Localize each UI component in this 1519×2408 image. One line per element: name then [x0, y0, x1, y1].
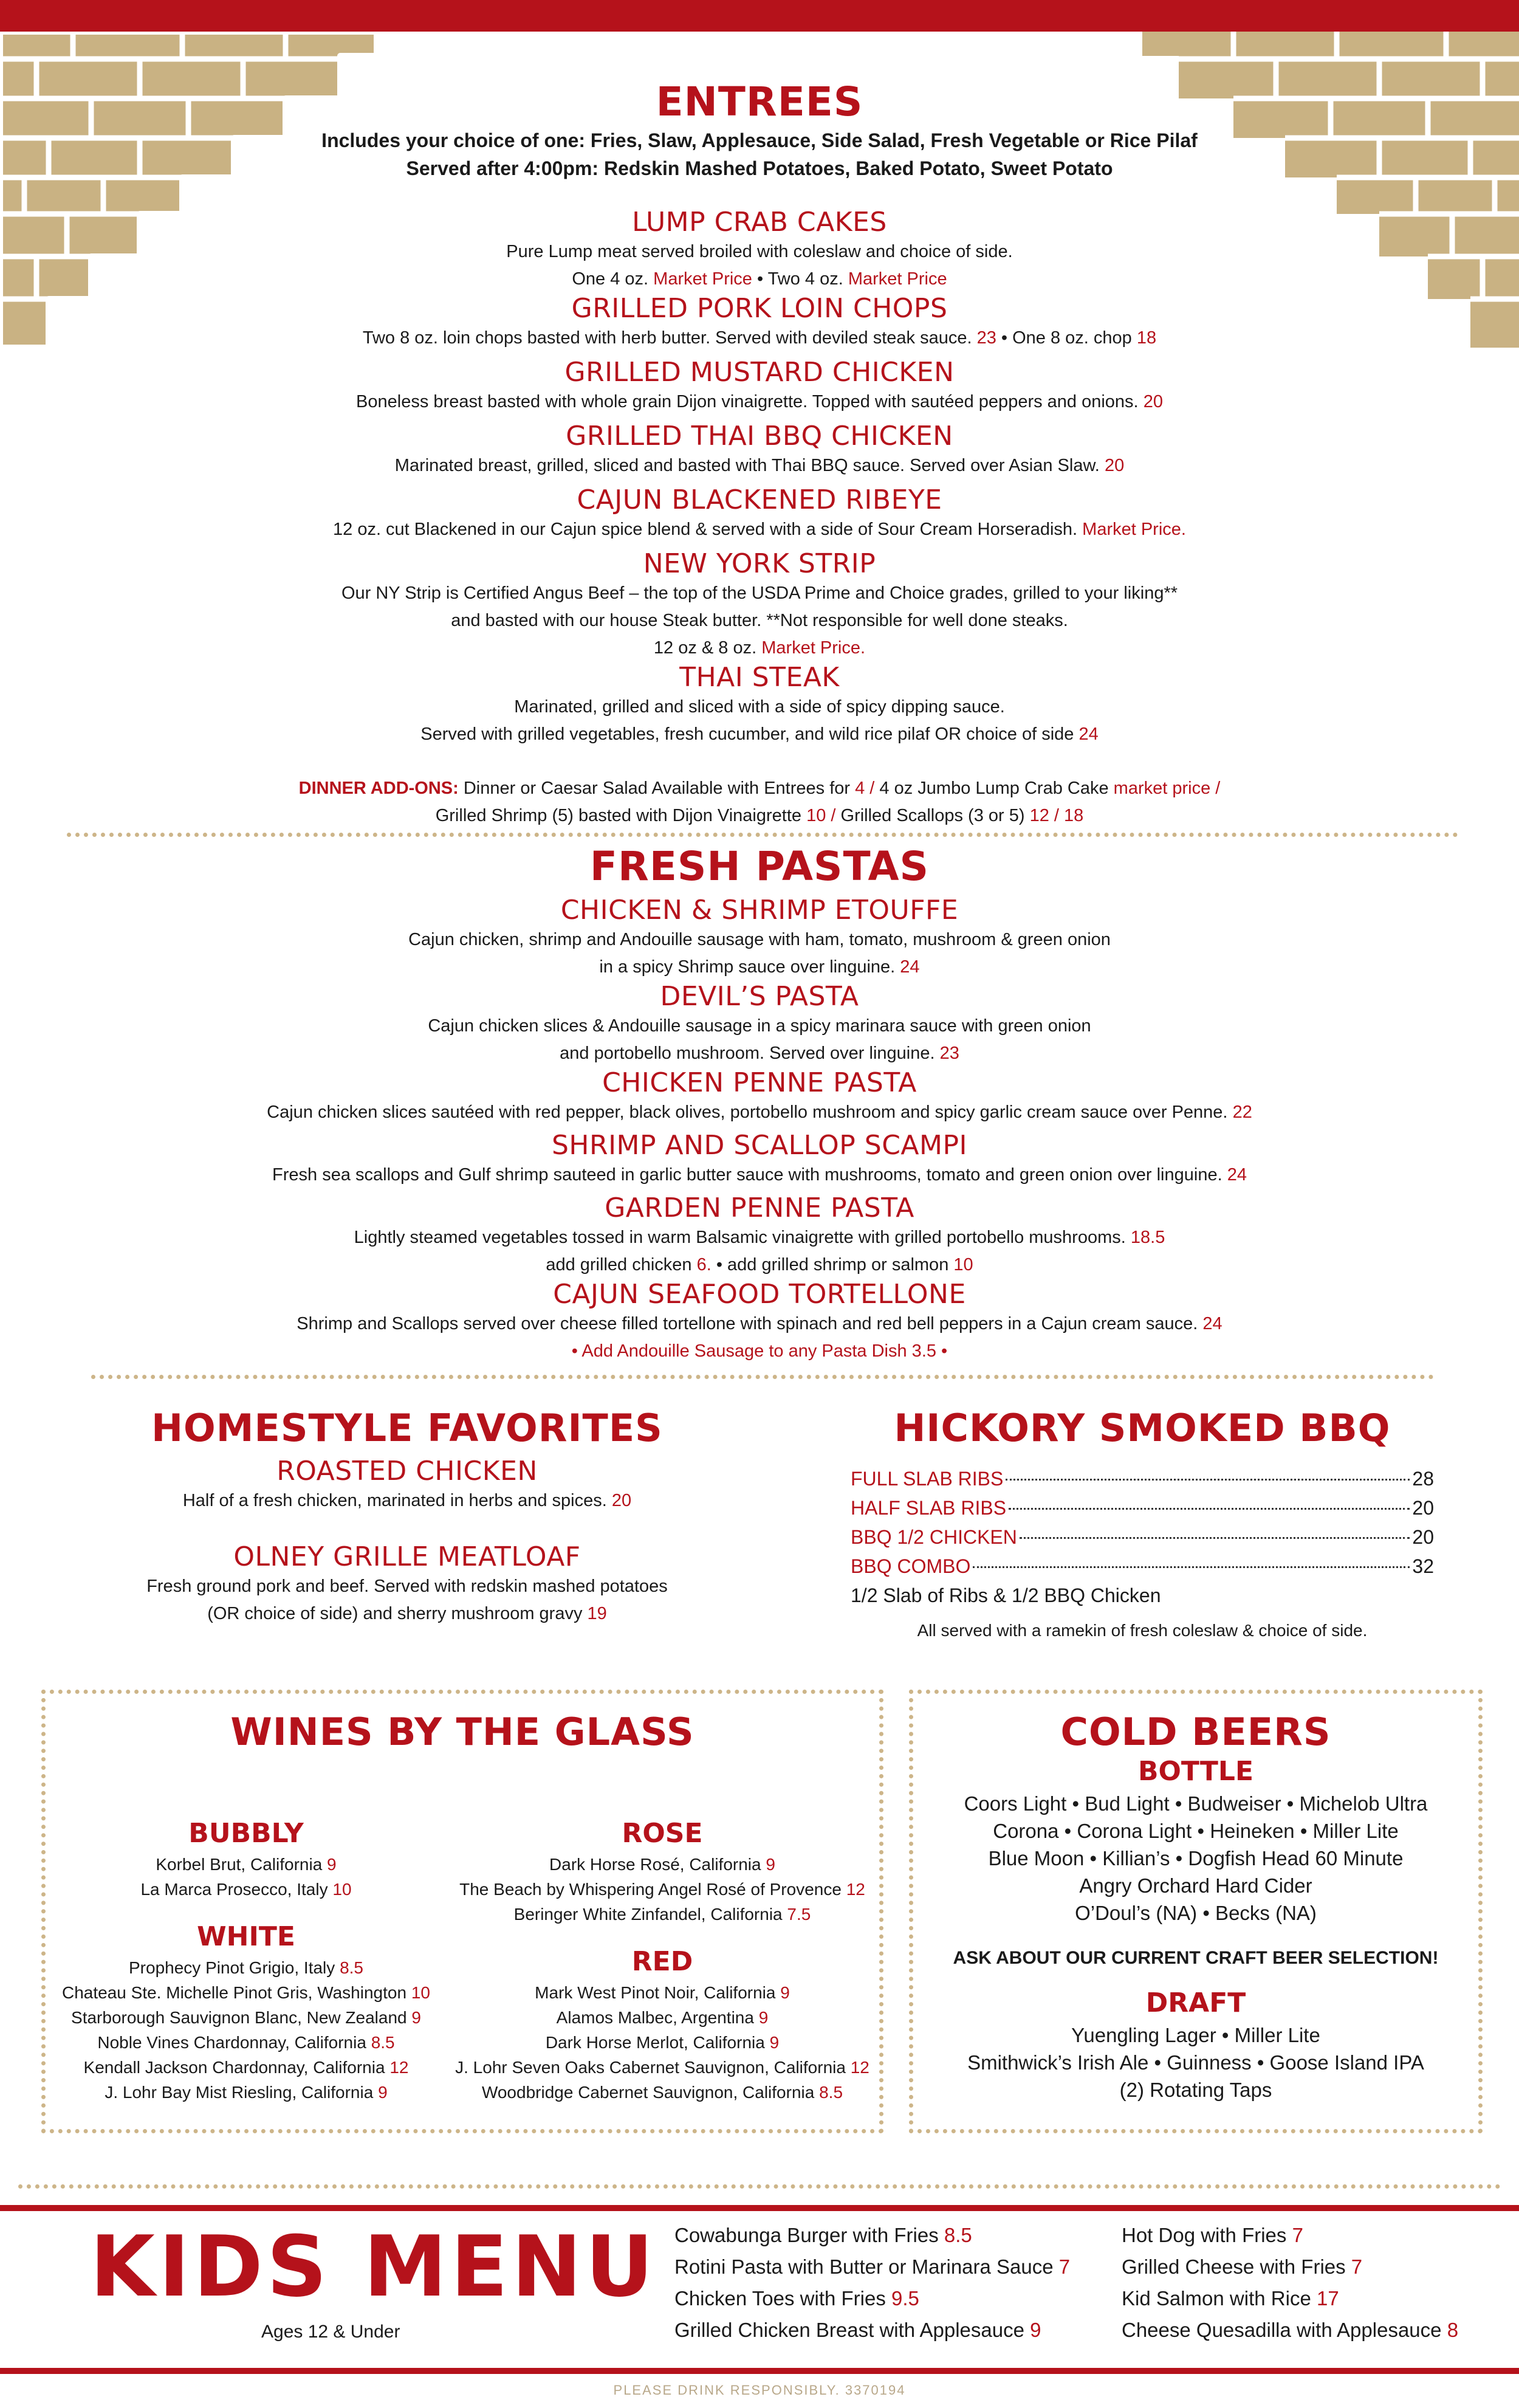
wine-item: J. Lohr Bay Mist Riesling, California 9: [105, 2083, 388, 2102]
beer-line: (2) Rotating Taps: [1119, 2079, 1272, 2101]
wine-item: Korbel Brut, California 9: [156, 1855, 337, 1874]
wine-item: Kendall Jackson Chardonnay, California 12: [83, 2058, 409, 2077]
top-red-bar: [0, 0, 1519, 32]
item-title: DEVIL’S PASTA: [660, 981, 859, 1012]
wine-item: Dark Horse Merlot, California 9: [545, 2033, 780, 2052]
divider: [91, 1375, 1434, 1379]
item-title: THAI STEAK: [679, 662, 840, 693]
kids-rule-bottom: [0, 2368, 1519, 2374]
wine-item: J. Lohr Seven Oaks Cabernet Sauvignon, California 12: [455, 2058, 869, 2077]
kids-age-note: Ages 12 & Under: [261, 2322, 400, 2342]
beer-line: Blue Moon • Killian’s • Dogfish Head 60 Minute: [988, 1847, 1404, 1870]
bbq-section: [851, 1401, 1434, 1644]
item-title: OLNEY GRILLE MEATLOAF: [233, 1541, 581, 1572]
item-desc: 12 oz. cut Blackened in our Cajun spice blend & served with a side of Sour Cream Horseradish. Market Price.: [333, 520, 1186, 539]
item-price-line: One 4 oz. Market Price • Two 4 oz. Market Price: [572, 269, 947, 289]
item-title: CHICKEN & SHRIMP ETOUFFE: [560, 895, 959, 926]
item-desc: Lightly steamed vegetables tossed in warm Balsamic vinaigrette with grilled portobello mushrooms. 18.5: [354, 1228, 1165, 1247]
kids-item: Kid Salmon with Rice 17: [1122, 2287, 1339, 2310]
kids-item: Cowabunga Burger with Fries 8.5: [674, 2224, 972, 2246]
kids-menu-title: KIDS MENU: [90, 2218, 657, 2316]
beer-line: O’Doul’s (NA) • Becks (NA): [1075, 1902, 1317, 1924]
bbq-item: FULL SLAB RIBS 28: [851, 1468, 1434, 1490]
item-desc: in a spicy Shrimp sauce over linguine. 24: [599, 957, 920, 977]
beer-line: Smithwick’s Irish Ale • Guinness • Goose Island IPA: [967, 2051, 1424, 2074]
item-title: NEW YORK STRIP: [643, 548, 876, 579]
craft-beer-note: ASK ABOUT OUR CURRENT CRAFT BEER SELECTION!: [953, 1948, 1439, 1968]
wines-box: [41, 1690, 883, 2133]
kids-item: Grilled Chicken Breast with Applesauce 9: [674, 2319, 1041, 2341]
item-title: CHICKEN PENNE PASTA: [602, 1067, 917, 1098]
kids-rule-top: [0, 2205, 1519, 2211]
kids-column-2: [1122, 2220, 1458, 2346]
beer-line: Corona • Corona Light • Heineken • Miller Lite: [993, 1820, 1399, 1842]
kids-item: Rotini Pasta with Butter or Marinara Sauce 7: [674, 2255, 1071, 2278]
bbq-title: HICKORY SMOKED BBQ: [894, 1406, 1391, 1450]
item-desc: and portobello mushroom. Served over linguine. 23: [560, 1044, 959, 1063]
beers-box: [909, 1690, 1483, 2133]
item-desc: Marinated breast, grilled, sliced and basted with Thai BBQ sauce. Served over Asian Slaw. 20: [394, 456, 1125, 475]
item-desc: Fresh ground pork and beef. Served with redskin mashed potatoes: [146, 1577, 668, 1596]
entrees-sides-note: Includes your choice of one: Fries, Slaw, Applesauce, Side Salad, Fresh Vegetable or Rice Pilaf: [321, 129, 1198, 151]
wine-item: Mark West Pinot Noir, California 9: [535, 1983, 790, 2002]
item-desc: 12 oz & 8 oz. Market Price.: [653, 638, 866, 658]
beer-line: Coors Light • Bud Light • Budweiser • Michelob Ultra: [964, 1792, 1428, 1815]
bbq-combo-desc: 1/2 Slab of Ribs & 1/2 BBQ Chicken: [851, 1584, 1161, 1606]
item-title: GRILLED PORK LOIN CHOPS: [571, 293, 948, 324]
beer-line: Yuengling Lager • Miller Lite: [1071, 2024, 1320, 2046]
kids-column-1: [674, 2220, 1070, 2346]
entrees-title: ENTREES: [656, 78, 863, 125]
dinner-addons-2: Grilled Shrimp (5) basted with Dijon Vinaigrette 10 / Grilled Scallops (3 or 5) 12 / 18: [435, 806, 1084, 825]
wine-item: The Beach by Whispering Angel Rosé of Provence 12: [459, 1880, 865, 1899]
item-desc: Shrimp and Scallops served over cheese filled tortellone with spinach and red bell peppers in a Cajun cream sauce. 24: [297, 1314, 1222, 1333]
item-title: GARDEN PENNE PASTA: [605, 1192, 914, 1223]
wine-item: Chateau Ste. Michelle Pinot Gris, Washington 10: [62, 1983, 430, 2002]
wines-right-column: [447, 1815, 878, 2105]
homestyle-section: [79, 1401, 735, 1628]
item-desc: Marinated, grilled and sliced with a side of spicy dipping sauce.: [514, 697, 1005, 717]
bottle-title: BOTTLE: [1137, 1756, 1254, 1787]
wine-item: Alamos Malbec, Argentina 9: [556, 2008, 769, 2027]
bbq-note: All served with a ramekin of fresh coleslaw & choice of side.: [917, 1621, 1368, 1640]
wine-item: Starborough Sauvignon Blanc, New Zealand 9: [71, 2008, 421, 2027]
wine-item: Noble Vines Chardonnay, California 8.5: [97, 2033, 395, 2052]
beers-title: COLD BEERS: [1060, 1710, 1331, 1754]
kids-item: Cheese Quesadilla with Applesauce 8: [1122, 2319, 1459, 2341]
item-title: LUMP CRAB CAKES: [632, 207, 887, 238]
homestyle-title: HOMESTYLE FAVORITES: [151, 1406, 663, 1450]
item-title: SHRIMP AND SCALLOP SCAMPI: [551, 1130, 967, 1161]
item-title: GRILLED THAI BBQ CHICKEN: [566, 421, 953, 452]
beer-line: Angry Orchard Hard Cider: [1079, 1874, 1312, 1897]
item-title: GRILLED MUSTARD CHICKEN: [564, 357, 955, 388]
item-desc: Pure Lump meat served broiled with coleslaw and choice of side.: [506, 242, 1013, 261]
entrees-after4-note: Served after 4:00pm: Redskin Mashed Potatoes, Baked Potato, Sweet Potato: [406, 157, 1113, 179]
item-desc: Served with grilled vegetables, fresh cucumber, and wild rice pilaf OR choice of side 24: [420, 724, 1099, 744]
divider: [67, 833, 1458, 837]
wines-title: WINES BY THE GLASS: [230, 1710, 694, 1754]
item-desc: Cajun chicken slices & Andouille sausage in a spicy marinara sauce with green onion: [428, 1016, 1091, 1036]
kids-item: Hot Dog with Fries 7: [1122, 2224, 1303, 2246]
bbq-item: BBQ 1/2 CHICKEN 20: [851, 1526, 1434, 1548]
footer-note: PLEASE DRINK RESPONSIBLY. 3370194: [613, 2382, 906, 2398]
wine-item: La Marca Prosecco, Italy 10: [140, 1880, 352, 1899]
item-desc: Two 8 oz. loin chops basted with herb butter. Served with deviled steak sauce. 23 • One 8 oz. chop 18: [362, 328, 1157, 348]
bbq-item: HALF SLAB RIBS 20: [851, 1497, 1434, 1519]
item-desc: and basted with our house Steak butter. **Not responsible for well done steaks.: [451, 611, 1068, 630]
item-desc: Cajun chicken, shrimp and Andouille sausage with ham, tomato, mushroom & green onion: [408, 930, 1111, 949]
item-title: CAJUN BLACKENED RIBEYE: [577, 484, 942, 515]
pasta-addon-note: • Add Andouille Sausage to any Pasta Dish 3.5 •: [571, 1341, 948, 1361]
kids-item: Chicken Toes with Fries 9.5: [674, 2287, 919, 2310]
rose-title: ROSE: [622, 1818, 703, 1849]
item-desc: Boneless breast basted with whole grain Dijon vinaigrette. Topped with sautéed peppers and onions. 20: [356, 392, 1163, 411]
wine-item: Beringer White Zinfandel, California 7.5: [513, 1905, 811, 1924]
pastas-title: FRESH PASTAS: [589, 843, 930, 890]
bbq-item: BBQ COMBO 32: [851, 1555, 1434, 1577]
wine-item: Dark Horse Rosé, California 9: [549, 1855, 775, 1874]
item-title: ROASTED CHICKEN: [276, 1456, 538, 1487]
white-title: WHITE: [197, 1921, 295, 1952]
entrees-section: [0, 78, 1519, 830]
red-title: RED: [631, 1946, 693, 1977]
wine-item: Woodbridge Cabernet Sauvignon, California 8.5: [481, 2083, 843, 2102]
item-desc: Our NY Strip is Certified Angus Beef – the top of the USDA Prime and Choice grades, grilled to your liking**: [341, 583, 1178, 603]
kids-item: Grilled Cheese with Fries 7: [1122, 2255, 1363, 2278]
wines-left-column: [46, 1815, 447, 2105]
item-desc: Fresh sea scallops and Gulf shrimp sauteed in garlic butter sauce with mushrooms, tomato and green onion over linguine. 24: [272, 1165, 1247, 1185]
item-desc: add grilled chicken 6. • add grilled shrimp or salmon 10: [546, 1255, 973, 1275]
item-desc: Cajun chicken slices sautéed with red pepper, black olives, portobello mushroom and spicy garlic cream sauce over Penne. 22: [267, 1103, 1252, 1122]
pastas-section: [0, 839, 1519, 1365]
bubbly-title: BUBBLY: [188, 1818, 304, 1849]
wine-item: Prophecy Pinot Grigio, Italy 8.5: [129, 1958, 363, 1977]
divider: [18, 2184, 1501, 2189]
item-title: CAJUN SEAFOOD TORTELLONE: [553, 1279, 966, 1310]
item-desc: Half of a fresh chicken, marinated in herbs and spices. 20: [182, 1491, 632, 1510]
item-desc: (OR choice of side) and sherry mushroom gravy 19: [207, 1604, 607, 1623]
draft-title: DRAFT: [1145, 1987, 1246, 2018]
dinner-addons: DINNER ADD-ONS: Dinner or Caesar Salad Available with Entrees for 4 / 4 oz Jumbo Lump Crab Cake market price /: [298, 779, 1221, 798]
